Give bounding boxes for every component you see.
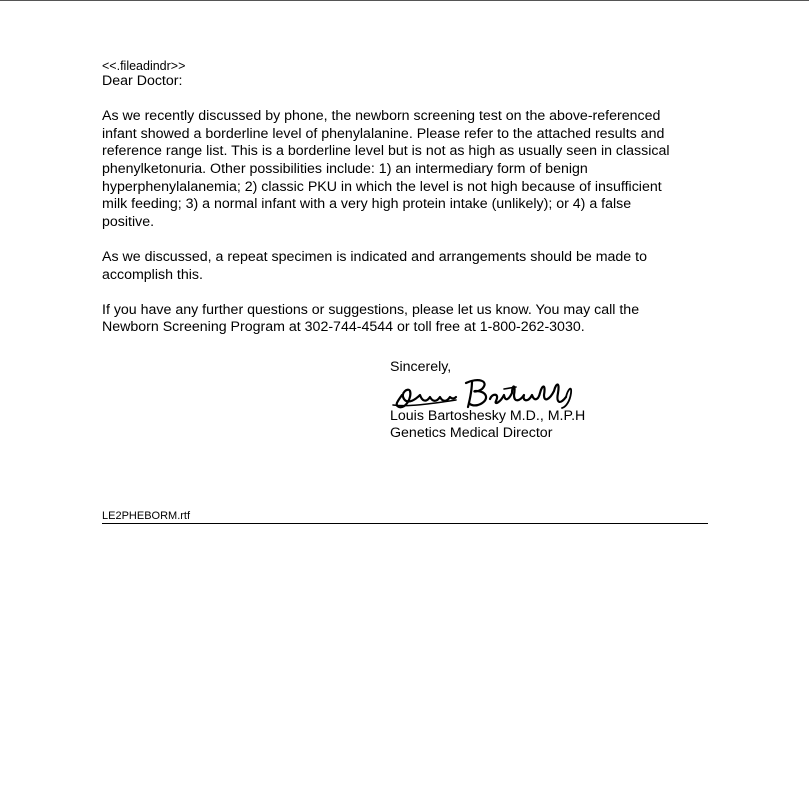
letter-closing [390, 359, 585, 443]
page-top-border [0, 0, 809, 1]
paragraph-line: positive. [102, 213, 155, 230]
handwritten-signature [390, 375, 575, 409]
paragraph-contact [102, 302, 712, 337]
paragraph-line: As we discussed, a repeat specimen is indicated and arrangements should be made to [102, 248, 647, 265]
paragraph-line: infant showed a borderline level of phenylalanine. Please refer to the attached results and [102, 125, 665, 142]
letter-body [102, 59, 712, 355]
document-footer [102, 510, 708, 524]
signatory-name: Louis Bartoshesky M.D., M.P.H [390, 407, 586, 424]
paragraph-line: accomplish this. [102, 266, 203, 283]
footer-filename: LE2PHEBORM.rtf [102, 510, 191, 522]
paragraph-screening-result [102, 108, 712, 231]
valediction: Sincerely, [390, 359, 452, 375]
salutation: Dear Doctor: [102, 73, 183, 89]
signatory-title: Genetics Medical Director [390, 425, 553, 442]
merge-field-address: <<.fileadindr>> [102, 59, 186, 73]
paragraph-line: reference range list. This is a borderline level but is not as high as usually seen in classical [102, 143, 670, 160]
paragraph-line: If you have any further questions or suggestions, please let us know. You may call the [102, 301, 640, 318]
paragraph-line: milk feeding; 3) a normal infant with a very high protein intake (unlikely); or 4) a false [102, 196, 632, 213]
paragraph-line: As we recently discussed by phone, the newborn screening test on the above-referenced [102, 108, 661, 125]
paragraph-line: Newborn Screening Program at 302-744-4544 or toll free at 1-800-262-3030. [102, 319, 585, 336]
paragraph-line: phenylketonuria. Other possibilities include: 1) an intermediary form of benign [102, 160, 588, 177]
paragraph-line: hyperphenylalanemia; 2) classic PKU in which the level is not high because of insufficient [102, 178, 662, 195]
paragraph-repeat-specimen [102, 249, 712, 284]
